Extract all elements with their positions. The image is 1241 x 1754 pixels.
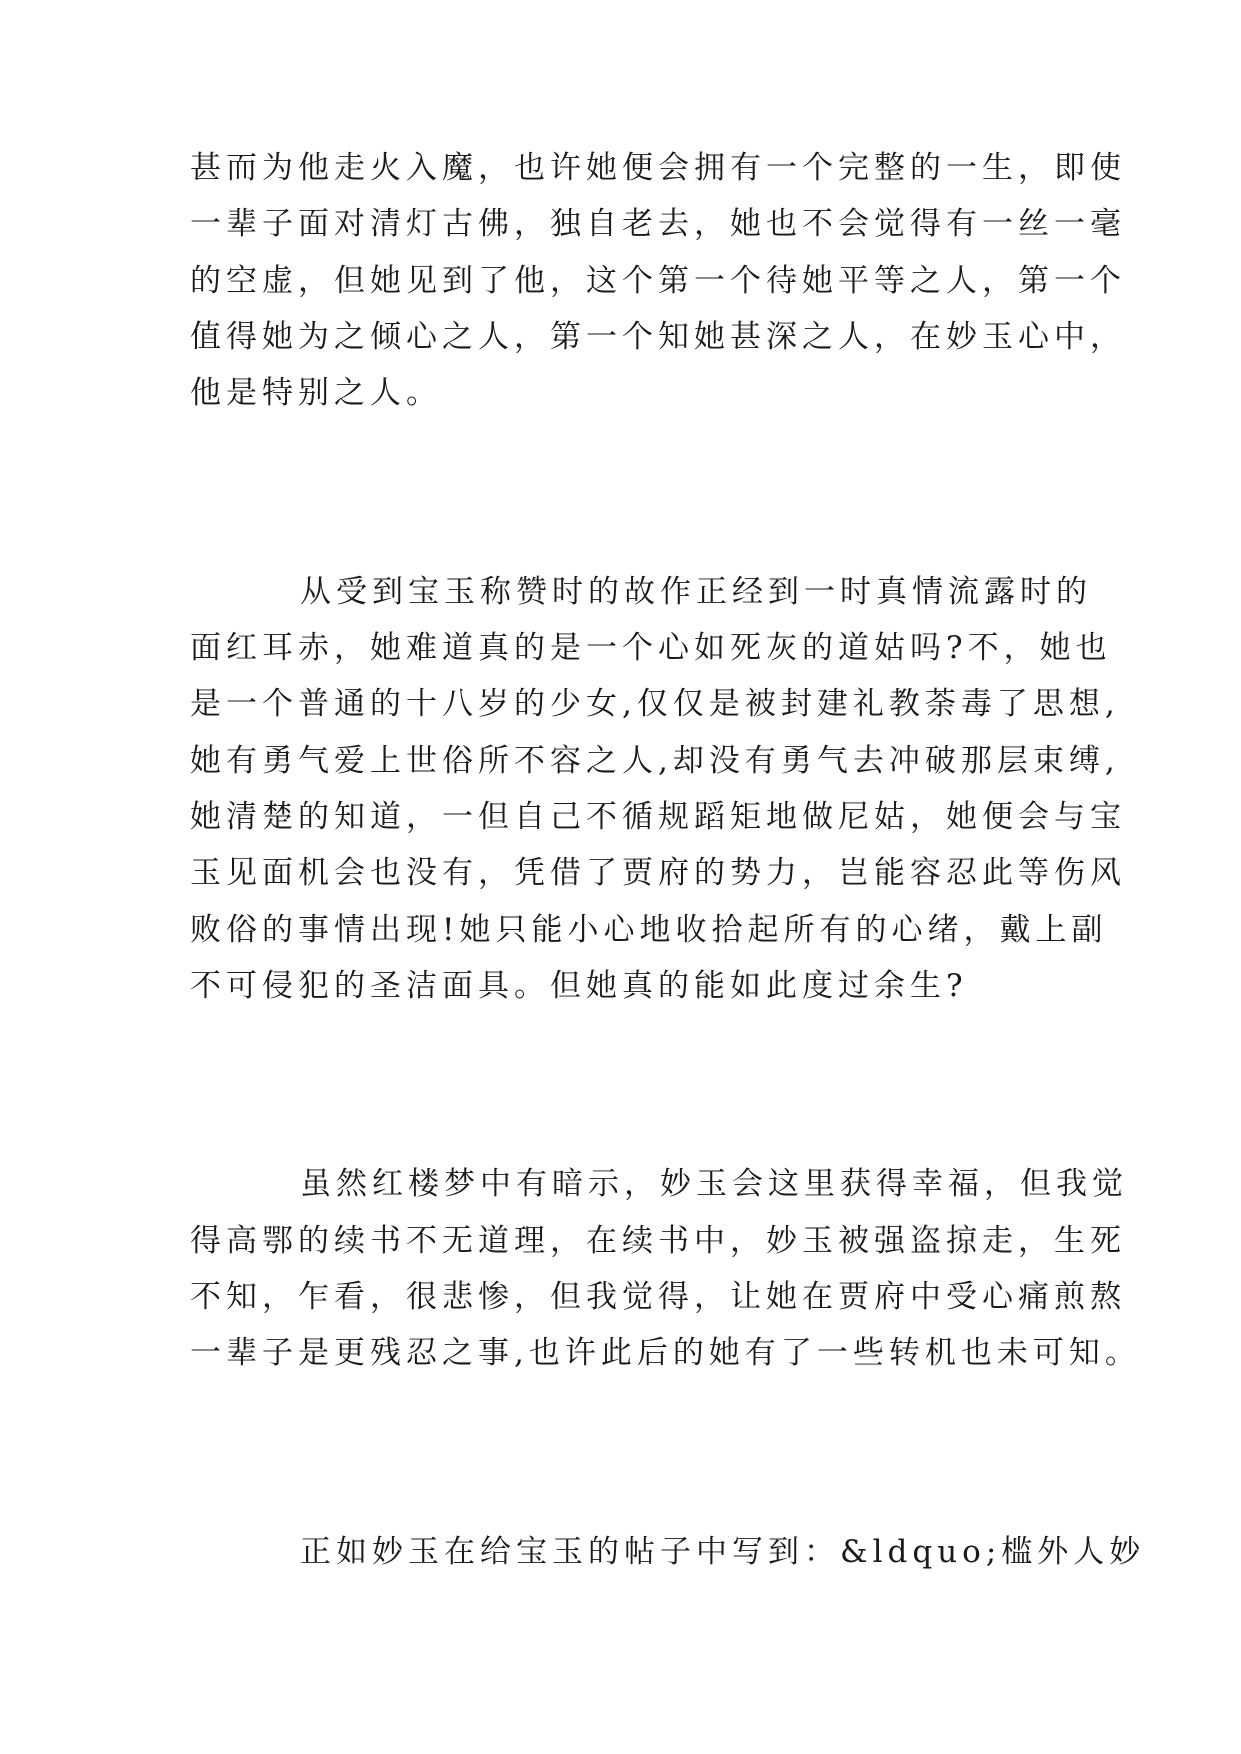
paragraph-3-line-4: 一辈子是更残忍之事,也许此后的她有了一些转机也未可知。 — [190, 1335, 1141, 1371]
paragraph-1-line-1: 甚而为他走火入魔，也许她便会拥有一个完整的一生，即使 — [190, 150, 1126, 186]
paragraph-1-line-3: 的空虚，但她见到了他，这个第一个待她平等之人，第一个 — [190, 263, 1126, 299]
paragraph-2-line-8: 不可侵犯的圣洁面具。但她真的能如此度过余生? — [190, 968, 968, 1004]
paragraph-1-line-2: 一辈子面对清灯古佛，独自老去，她也不会觉得有一丝一毫 — [190, 206, 1126, 242]
paragraph-2-line-6: 玉见面机会也没有，凭借了贾府的势力，岂能容忍此等伤风 — [190, 855, 1126, 891]
paragraph-3-line-1: 虽然红楼梦中有暗示，妙玉会这里获得幸福，但我觉 — [300, 1166, 1128, 1202]
paragraph-2-line-3: 是一个普通的十八岁的少女,仅仅是被封建礼教荼毒了思想, — [190, 686, 1120, 722]
paragraph-2-line-5: 她清楚的知道，一但自己不循规蹈矩地做尼姑，她便会与宝 — [190, 799, 1126, 835]
paragraph-2-line-2: 面红耳赤，她难道真的是一个心如死灰的道姑吗?不，她也 — [190, 630, 1112, 666]
paragraph-3-line-2: 得高鄂的续书不无道理，在续书中，妙玉被强盗掠走，生死 — [190, 1223, 1126, 1259]
paragraph-3-line-3: 不知，乍看，很悲惨，但我觉得，让她在贾府中受心痛煎熬 — [190, 1279, 1126, 1315]
paragraph-2-line-7: 败俗的事情出现!她只能小心地收拾起所有的心绪，戴上副 — [190, 912, 1108, 948]
paragraph-1-line-5: 他是特别之人。 — [190, 375, 442, 411]
paragraph-1-line-4: 值得她为之倾心之人，第一个知她甚深之人，在妙玉心中， — [190, 319, 1126, 355]
paragraph-4-line-1: 正如妙玉在给宝玉的帖子中写到：&ldquo;槛外人妙 — [300, 1534, 1146, 1570]
paragraph-2-line-4: 她有勇气爱上世俗所不容之人,却没有勇气去冲破那层束缚, — [190, 743, 1120, 779]
paragraph-2-line-1: 从受到宝玉称赞时的故作正经到一时真情流露时的 — [300, 574, 1092, 610]
